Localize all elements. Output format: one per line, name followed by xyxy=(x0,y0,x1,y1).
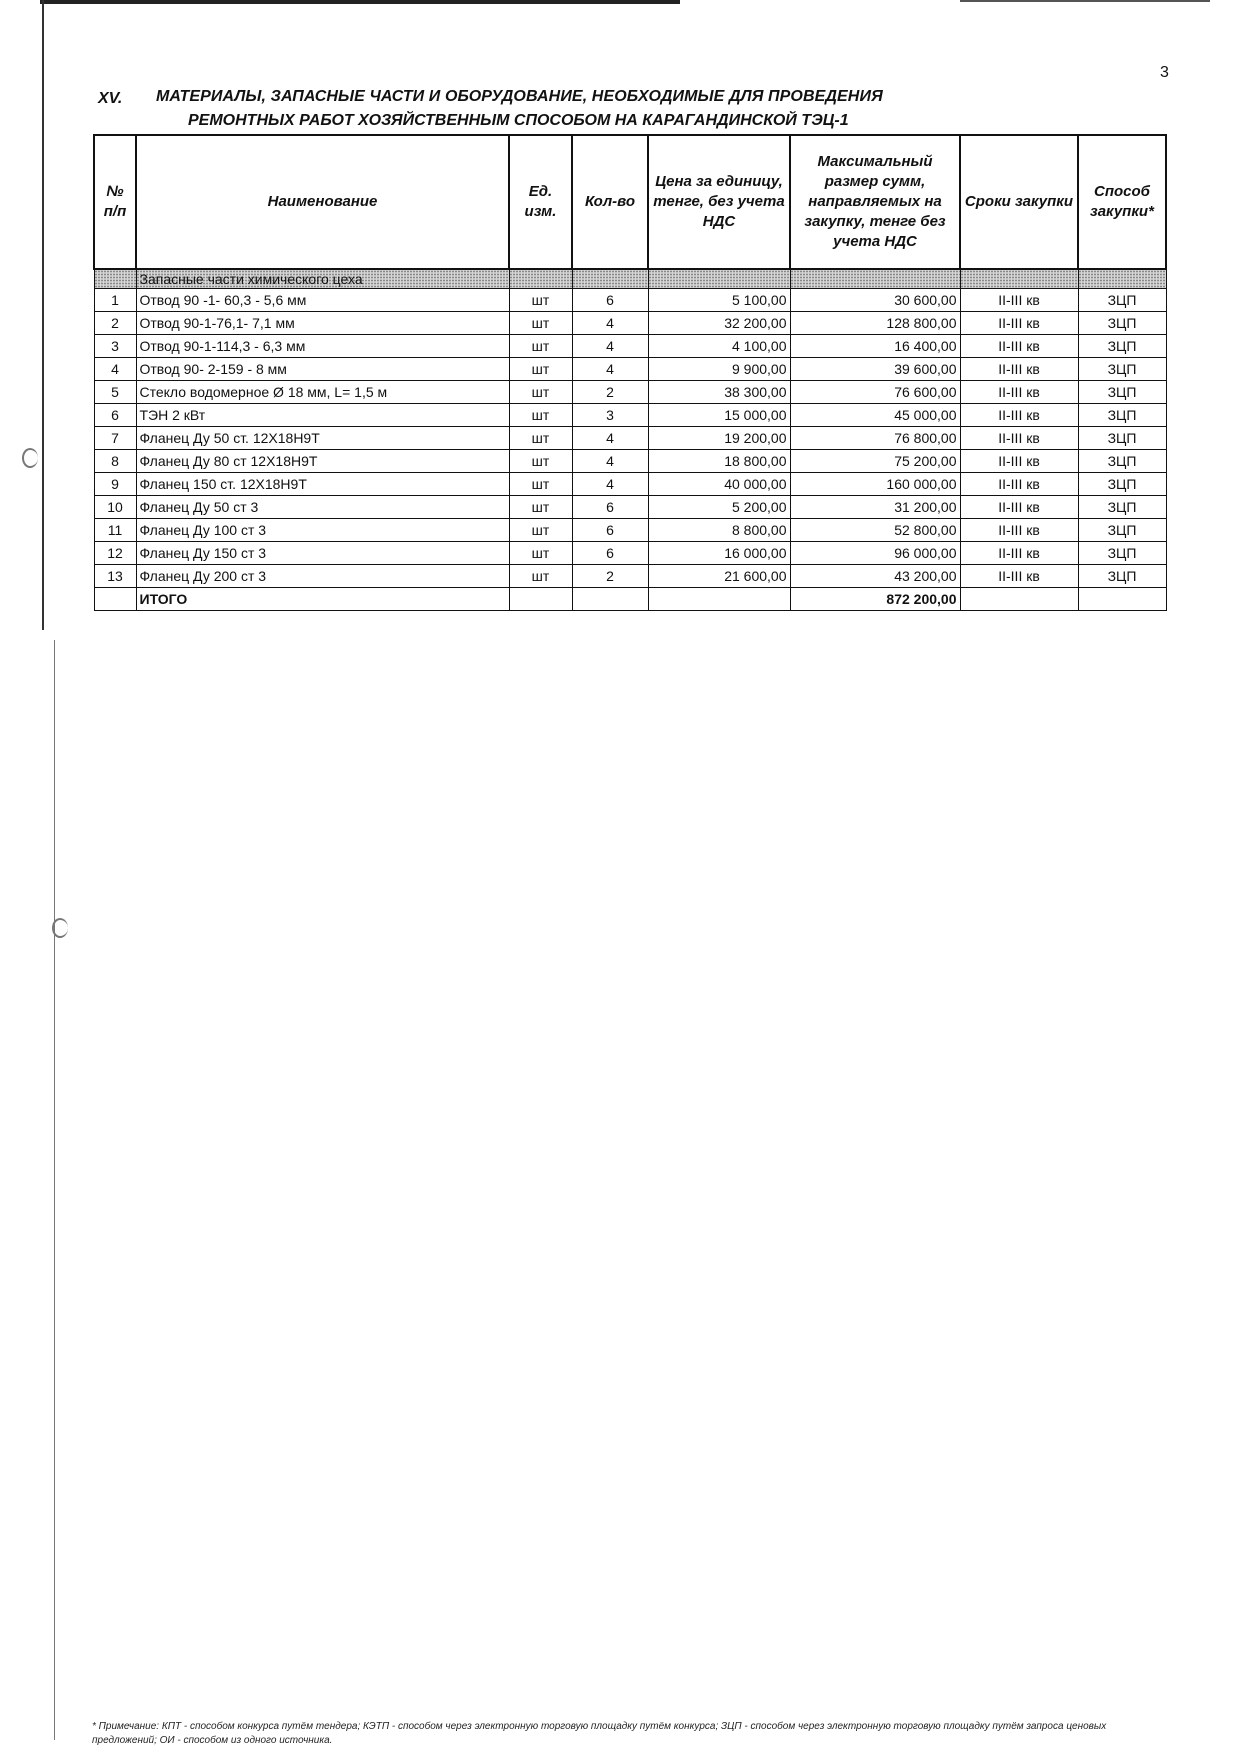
row-number: 3 xyxy=(94,335,136,358)
item-qty: 2 xyxy=(572,381,648,404)
header-unit: Ед. изм. xyxy=(509,135,572,269)
item-unit: шт xyxy=(509,289,572,312)
header-max-sum: Максимальный размер сумм, направляемых на закупку, тенге без учета НДС xyxy=(790,135,960,269)
table-row xyxy=(94,358,1166,381)
table-row xyxy=(94,312,1166,335)
group-label: Запасные части химического цеха xyxy=(136,269,509,289)
item-name: Отвод 90-1-76,1- 7,1 мм xyxy=(136,312,509,335)
item-sum: 128 800,00 xyxy=(790,312,960,335)
item-qty: 4 xyxy=(572,427,648,450)
item-price: 21 600,00 xyxy=(648,565,790,588)
item-period: II-III кв xyxy=(960,335,1078,358)
row-number: 11 xyxy=(94,519,136,542)
table-row xyxy=(94,565,1166,588)
row-number: 9 xyxy=(94,473,136,496)
item-sum: 96 000,00 xyxy=(790,542,960,565)
item-period: II-III кв xyxy=(960,381,1078,404)
row-number: 12 xyxy=(94,542,136,565)
item-name: Стекло водомерное Ø 18 мм, L= 1,5 м xyxy=(136,381,509,404)
item-method: ЗЦП xyxy=(1078,289,1166,312)
item-method: ЗЦП xyxy=(1078,335,1166,358)
item-period: II-III кв xyxy=(960,450,1078,473)
item-sum: 43 200,00 xyxy=(790,565,960,588)
item-unit: шт xyxy=(509,542,572,565)
punch-hole-mark xyxy=(22,448,38,468)
scan-edge-line xyxy=(42,0,44,630)
header-method: Способ закупки* xyxy=(1078,135,1166,269)
row-number: 7 xyxy=(94,427,136,450)
row-number: 8 xyxy=(94,450,136,473)
footnote: * Примечание: КПТ - способом конкурса путём тендера; КЭТП - способом через электронную торговую площадку путём конкурса; ЗЦП - способом через электронную торговую площадку путём запроса ценовых предложений; ОИ - способом из одного источника. xyxy=(92,1721,1107,1746)
item-name: Фланец Ду 200 ст 3 xyxy=(136,565,509,588)
row-number: 6 xyxy=(94,404,136,427)
item-sum: 45 000,00 xyxy=(790,404,960,427)
item-qty: 6 xyxy=(572,542,648,565)
item-name: ТЭН 2 кВт xyxy=(136,404,509,427)
item-qty: 4 xyxy=(572,473,648,496)
item-sum: 76 800,00 xyxy=(790,427,960,450)
item-price: 8 800,00 xyxy=(648,519,790,542)
item-unit: шт xyxy=(509,473,572,496)
item-name: Фланец Ду 50 ст. 12Х18Н9Т xyxy=(136,427,509,450)
item-sum: 75 200,00 xyxy=(790,450,960,473)
item-name: Фланец Ду 80 ст 12Х18Н9Т xyxy=(136,450,509,473)
header-period: Сроки закупки xyxy=(960,135,1078,269)
table-row xyxy=(94,381,1166,404)
item-name: Отвод 90- 2-159 - 8 мм xyxy=(136,358,509,381)
header-price: Цена за единицу, тенге, без учета НДС xyxy=(648,135,790,269)
row-number: 13 xyxy=(94,565,136,588)
item-period: II-III кв xyxy=(960,542,1078,565)
item-price: 9 900,00 xyxy=(648,358,790,381)
item-period: II-III кв xyxy=(960,404,1078,427)
item-method: ЗЦП xyxy=(1078,427,1166,450)
item-period: II-III кв xyxy=(960,312,1078,335)
item-name: Отвод 90-1-114,3 - 6,3 мм xyxy=(136,335,509,358)
item-qty: 6 xyxy=(572,519,648,542)
table-row xyxy=(94,473,1166,496)
scan-edge-line xyxy=(960,0,1210,2)
item-price: 15 000,00 xyxy=(648,404,790,427)
item-unit: шт xyxy=(509,358,572,381)
item-qty: 6 xyxy=(572,496,648,519)
item-period: II-III кв xyxy=(960,473,1078,496)
item-price: 16 000,00 xyxy=(648,542,790,565)
row-number: 10 xyxy=(94,496,136,519)
item-sum: 16 400,00 xyxy=(790,335,960,358)
item-name: Фланец Ду 100 ст 3 xyxy=(136,519,509,542)
item-sum: 52 800,00 xyxy=(790,519,960,542)
item-method: ЗЦП xyxy=(1078,565,1166,588)
item-name: Фланец Ду 150 ст 3 xyxy=(136,542,509,565)
table-row xyxy=(94,427,1166,450)
total-sum: 872 200,00 xyxy=(790,588,960,611)
item-method: ЗЦП xyxy=(1078,358,1166,381)
scan-edge-line xyxy=(40,0,680,4)
punch-hole-mark xyxy=(52,918,68,938)
table-row xyxy=(94,496,1166,519)
item-price: 18 800,00 xyxy=(648,450,790,473)
item-price: 38 300,00 xyxy=(648,381,790,404)
item-method: ЗЦП xyxy=(1078,381,1166,404)
item-sum: 39 600,00 xyxy=(790,358,960,381)
item-price: 40 000,00 xyxy=(648,473,790,496)
row-number: 5 xyxy=(94,381,136,404)
table-row xyxy=(94,450,1166,473)
table-row xyxy=(94,542,1166,565)
item-qty: 3 xyxy=(572,404,648,427)
item-price: 5 100,00 xyxy=(648,289,790,312)
item-qty: 4 xyxy=(572,450,648,473)
table-header-row xyxy=(94,135,1166,269)
item-sum: 31 200,00 xyxy=(790,496,960,519)
item-method: ЗЦП xyxy=(1078,496,1166,519)
header-num: № п/п xyxy=(94,135,136,269)
item-sum: 76 600,00 xyxy=(790,381,960,404)
item-period: II-III кв xyxy=(960,358,1078,381)
item-price: 32 200,00 xyxy=(648,312,790,335)
item-method: ЗЦП xyxy=(1078,312,1166,335)
item-sum: 30 600,00 xyxy=(790,289,960,312)
item-price: 19 200,00 xyxy=(648,427,790,450)
item-unit: шт xyxy=(509,519,572,542)
section-title-line1: МАТЕРИАЛЫ, ЗАПАСНЫЕ ЧАСТИ И ОБОРУДОВАНИЕ, НЕОБХОДИМЫЕ ДЛЯ ПРОВЕДЕНИЯ xyxy=(156,88,883,105)
section-number: XV. xyxy=(98,90,123,107)
section-title-line2: РЕМОНТНЫХ РАБОТ ХОЗЯЙСТВЕННЫМ СПОСОБОМ НА КАРАГАНДИНСКОЙ ТЭЦ-1 xyxy=(188,112,849,129)
group-row xyxy=(94,269,1166,289)
item-period: II-III кв xyxy=(960,427,1078,450)
item-period: II-III кв xyxy=(960,565,1078,588)
item-qty: 4 xyxy=(572,358,648,381)
item-unit: шт xyxy=(509,312,572,335)
row-number: 2 xyxy=(94,312,136,335)
item-period: II-III кв xyxy=(960,519,1078,542)
item-name: Отвод 90 -1- 60,3 - 5,6 мм xyxy=(136,289,509,312)
item-unit: шт xyxy=(509,565,572,588)
item-unit: шт xyxy=(509,450,572,473)
page-number: 3 xyxy=(1160,64,1169,81)
total-row xyxy=(94,588,1166,611)
item-method: ЗЦП xyxy=(1078,450,1166,473)
item-unit: шт xyxy=(509,496,572,519)
header-name: Наименование xyxy=(136,135,509,269)
item-sum: 160 000,00 xyxy=(790,473,960,496)
item-period: II-III кв xyxy=(960,496,1078,519)
item-price: 5 200,00 xyxy=(648,496,790,519)
item-qty: 2 xyxy=(572,565,648,588)
item-unit: шт xyxy=(509,427,572,450)
row-number: 4 xyxy=(94,358,136,381)
total-label: ИТОГО xyxy=(136,588,509,611)
item-name: Фланец 150 ст. 12Х18Н9Т xyxy=(136,473,509,496)
table-row xyxy=(94,289,1166,312)
item-price: 4 100,00 xyxy=(648,335,790,358)
table-row xyxy=(94,335,1166,358)
item-method: ЗЦП xyxy=(1078,473,1166,496)
item-name: Фланец Ду 50 ст 3 xyxy=(136,496,509,519)
item-qty: 4 xyxy=(572,335,648,358)
item-unit: шт xyxy=(509,381,572,404)
item-method: ЗЦП xyxy=(1078,519,1166,542)
item-period: II-III кв xyxy=(960,289,1078,312)
row-number: 1 xyxy=(94,289,136,312)
item-unit: шт xyxy=(509,335,572,358)
table-row xyxy=(94,519,1166,542)
header-qty: Кол-во xyxy=(572,135,648,269)
item-qty: 6 xyxy=(572,289,648,312)
table-row xyxy=(94,404,1166,427)
item-unit: шт xyxy=(509,404,572,427)
item-method: ЗЦП xyxy=(1078,542,1166,565)
item-qty: 4 xyxy=(572,312,648,335)
item-method: ЗЦП xyxy=(1078,404,1166,427)
scan-edge-line xyxy=(54,640,55,1740)
materials-table xyxy=(93,134,1167,611)
